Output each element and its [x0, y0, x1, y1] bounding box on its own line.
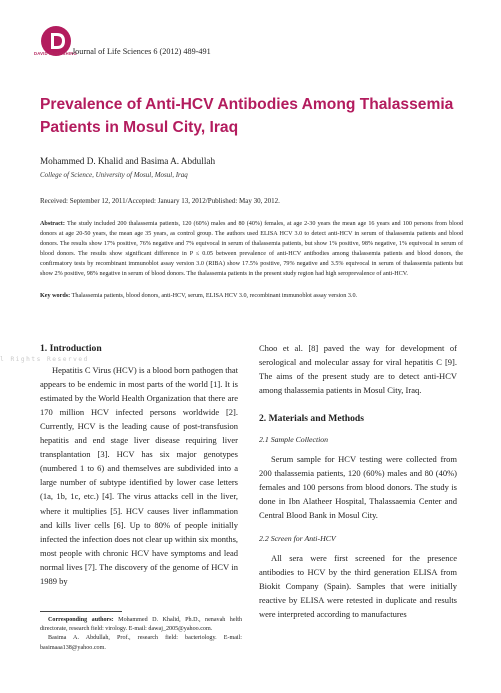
sample-collection-paragraph: Serum sample for HCV testing were collected from 200 thalassemia patients, 120 (60%) males and 80 (40%) females and 100 persons from blood donors. The study is done in Ibn Alatheer Hospital, Thalassaemia Center and Central Blood Bank in Mosul City. — [259, 454, 457, 521]
screen-paragraph: All sera were first screened for the presence antibodies to HCV by the third generation ELISA from Biokit Company (Spain). Samples that were initially reactive by ELISA were retested in duplicate and results were interpreted according to manufactures — [259, 552, 457, 619]
footnote-author1: Mohammed D. Khalid, Ph.D., nenavah helth directorate, research field: virology. E-mail: dawaj_2005@yahoo.com. — [40, 617, 242, 633]
section-heading-introduction: 1. Introduction — [40, 343, 102, 354]
watermark: l Rights Reserved — [0, 356, 89, 363]
journal-citation: Journal of Life Sciences 6 (2012) 489-491 — [72, 47, 211, 56]
footnote-label: Corresponding authors: — [48, 617, 114, 623]
article-title: Prevalence of Anti-HCV Antibodies Among Thalassemia Patients in Mosul City, Iraq — [40, 96, 454, 136]
left-column — [40, 327, 238, 588]
right-column — [259, 341, 457, 621]
footnote — [40, 616, 242, 653]
affiliation: College of Science, University of Mosul, Mosul, Iraq — [40, 171, 188, 179]
subsection-heading-screen: 2.2 Screen for Anti-HCV — [259, 533, 336, 543]
publisher-name: DAVID PUBLISHING — [34, 51, 77, 56]
footnote-divider — [40, 611, 122, 612]
subsection-heading-sample-collection: 2.1 Sample Collection — [259, 435, 329, 445]
section-heading-methods: 2. Materials and Methods — [259, 413, 364, 425]
keywords-label: Key words: — [40, 293, 71, 299]
authors: Mohammed D. Khalid and Basima A. Abdullah — [40, 156, 216, 166]
abstract-label: Abstract: — [40, 221, 65, 227]
keywords — [40, 293, 463, 299]
keywords-text: Thalassemia patients, blood donors, anti-HCV, serum, ELISA HCV 3.0, recombinant immunoblot assay version 3.0. — [71, 293, 358, 299]
introduction-paragraph: Hepatitis C Virus (HCV) is a blood born pathogen that appears to be endemic in most parts of the world [1]. It is estimated by the World Health Organization that there are 170 million HCV infected persons worldwide [2]. Currently, HCV is the leading cause of post-transfusion hepatitis and end stage liver disease requiring liver transplantation [3]. HCV has six major genotypes (numbered 1 to 6) and themselves are subdivided into a large number of subtype identified by lower case letters (1a, 1b, 1c, etc.) [4]. The virus attacks cell in the liver, where it multiplies [5]. HCV causes liver inflammation and kills liver cells [6]. Up to 80% of people initially infected the infection does not clear up within six months, most people with chronic HCV have symptoms and lead normal lives [7]. The discovery of the genome of HCV in 1989 by — [40, 365, 238, 586]
abstract — [40, 219, 463, 279]
abstract-text: The study included 200 thalassemia patients, 120 (60%) males and 80 (40%) females, at age 2-30 years the mean age 16 years and 100 persons from blood donors at age 20-50 years, the mean age 35 years, as control group. The authors used ELISA HCV 3.0 to detect anti-HCV in serum of thalassemia patients and blood donors. The results show 17% positive, 76% negative and 7% equivocal in serum of thalassemia patients, but show 1% positive, 98% negative, 1% equivocal in serum of blood donors. The results show significant difference in P ≤ 0.05 between prevalence of anti-HCV antibodies among thalassemia patients and blood donors, the confirmatory tests by recombinant immunoblot assay version 3.0 (RIBA) show 17.5% positive, 79% negative and 3.5% equivocal in serum of thalassemia patients but show 2% positive, 98% negative in serum of blood donors. The thalassemia patients in the present study region had high seroprevalence of anti-HCV. — [40, 221, 463, 278]
footnote-author2: Basima A. Abdullah, Prof., research field: bacteriology. E-mail: basimaaa138@yahoo.com. — [40, 635, 242, 651]
publication-dates: Received: September 12, 2011/Accepted: January 13, 2012/Published: May 30, 2012. — [40, 197, 280, 205]
introduction-continued: Choo et al. [8] paved the way for development of serological and molecular assay for viral hepatitis C [9]. The aims of the present study are to detect anti-HCV among thalassemia patients in Mosul City, Iraq. — [259, 343, 457, 396]
